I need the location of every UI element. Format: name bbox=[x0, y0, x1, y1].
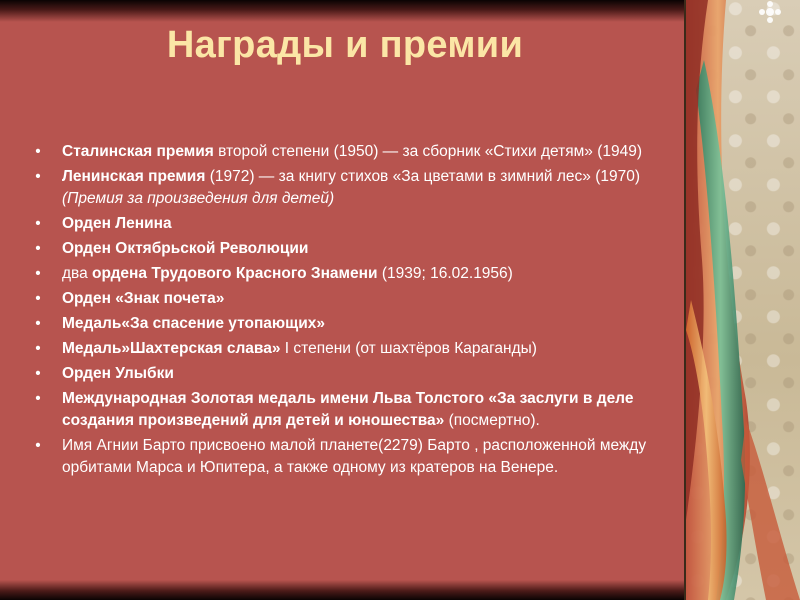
award-item bbox=[30, 388, 650, 432]
bullet-icon: • bbox=[35, 340, 41, 357]
ribbon-decoration-icon bbox=[686, 0, 800, 600]
bullet-icon: • bbox=[35, 168, 41, 185]
award-text: Имя Агнии Барто присвоено малой планете(2279) Барто , расположенной между орбитами Марса и Юпитера, а также одному из кратеров на Венере. bbox=[62, 437, 647, 476]
award-text: Медаль»Шахтерская слава» bbox=[62, 340, 281, 357]
award-item bbox=[30, 213, 650, 235]
slide-title: Награды и премии bbox=[166, 24, 524, 66]
award-item bbox=[30, 238, 650, 260]
awards-list bbox=[30, 141, 650, 482]
award-item bbox=[30, 288, 650, 310]
bullet-icon: • bbox=[35, 390, 41, 407]
award-text: ордена Трудового Красного Знамени bbox=[92, 265, 378, 282]
award-text: два bbox=[62, 265, 93, 282]
award-text: Ленинская премия bbox=[62, 168, 206, 185]
bullet-icon: • bbox=[35, 315, 41, 332]
award-item bbox=[30, 166, 650, 210]
award-item bbox=[30, 363, 650, 385]
bullet-icon: • bbox=[35, 437, 41, 454]
award-text: Международная Золотая медаль имени Льва Толстого «За заслуги в деле создания произведений для детей и юношества» bbox=[62, 390, 634, 429]
top-shade bbox=[0, 0, 690, 22]
bullet-icon: • bbox=[35, 143, 41, 160]
award-item bbox=[30, 435, 650, 479]
award-text: Орден Октябрьской Революции bbox=[62, 240, 309, 257]
award-item bbox=[30, 141, 650, 163]
award-text: (посмертно). bbox=[444, 412, 540, 429]
award-text: второй степени (1950) — за сборник «Стихи детям» (1949) bbox=[213, 143, 643, 160]
bullet-icon: • bbox=[35, 365, 41, 382]
bullet-icon: • bbox=[35, 240, 41, 257]
award-text: Орден «Знак почета» bbox=[62, 290, 225, 307]
award-text: (Премия за произведения для детей) bbox=[62, 190, 335, 207]
award-text: (1939; 16.02.1956) bbox=[377, 265, 513, 282]
bullet-icon: • bbox=[35, 290, 41, 307]
award-item bbox=[30, 338, 650, 360]
bullet-icon: • bbox=[35, 265, 41, 282]
award-text: Орден Улыбки bbox=[62, 365, 174, 382]
award-text: I степени (от шахтёров Караганды) bbox=[280, 340, 537, 357]
award-item bbox=[30, 313, 650, 335]
award-item bbox=[30, 263, 650, 285]
award-text: Медаль«За спасение утопающих» bbox=[62, 315, 326, 332]
bottom-shade bbox=[0, 580, 690, 600]
award-text: (1972) — за книгу стихов «За цветами в зимний лес» (1970) bbox=[205, 168, 641, 185]
award-text: Сталинская премия bbox=[62, 143, 214, 160]
decorative-ribbon-panel bbox=[686, 0, 800, 600]
award-text: Орден Ленина bbox=[62, 215, 172, 232]
bullet-icon: • bbox=[35, 215, 41, 232]
